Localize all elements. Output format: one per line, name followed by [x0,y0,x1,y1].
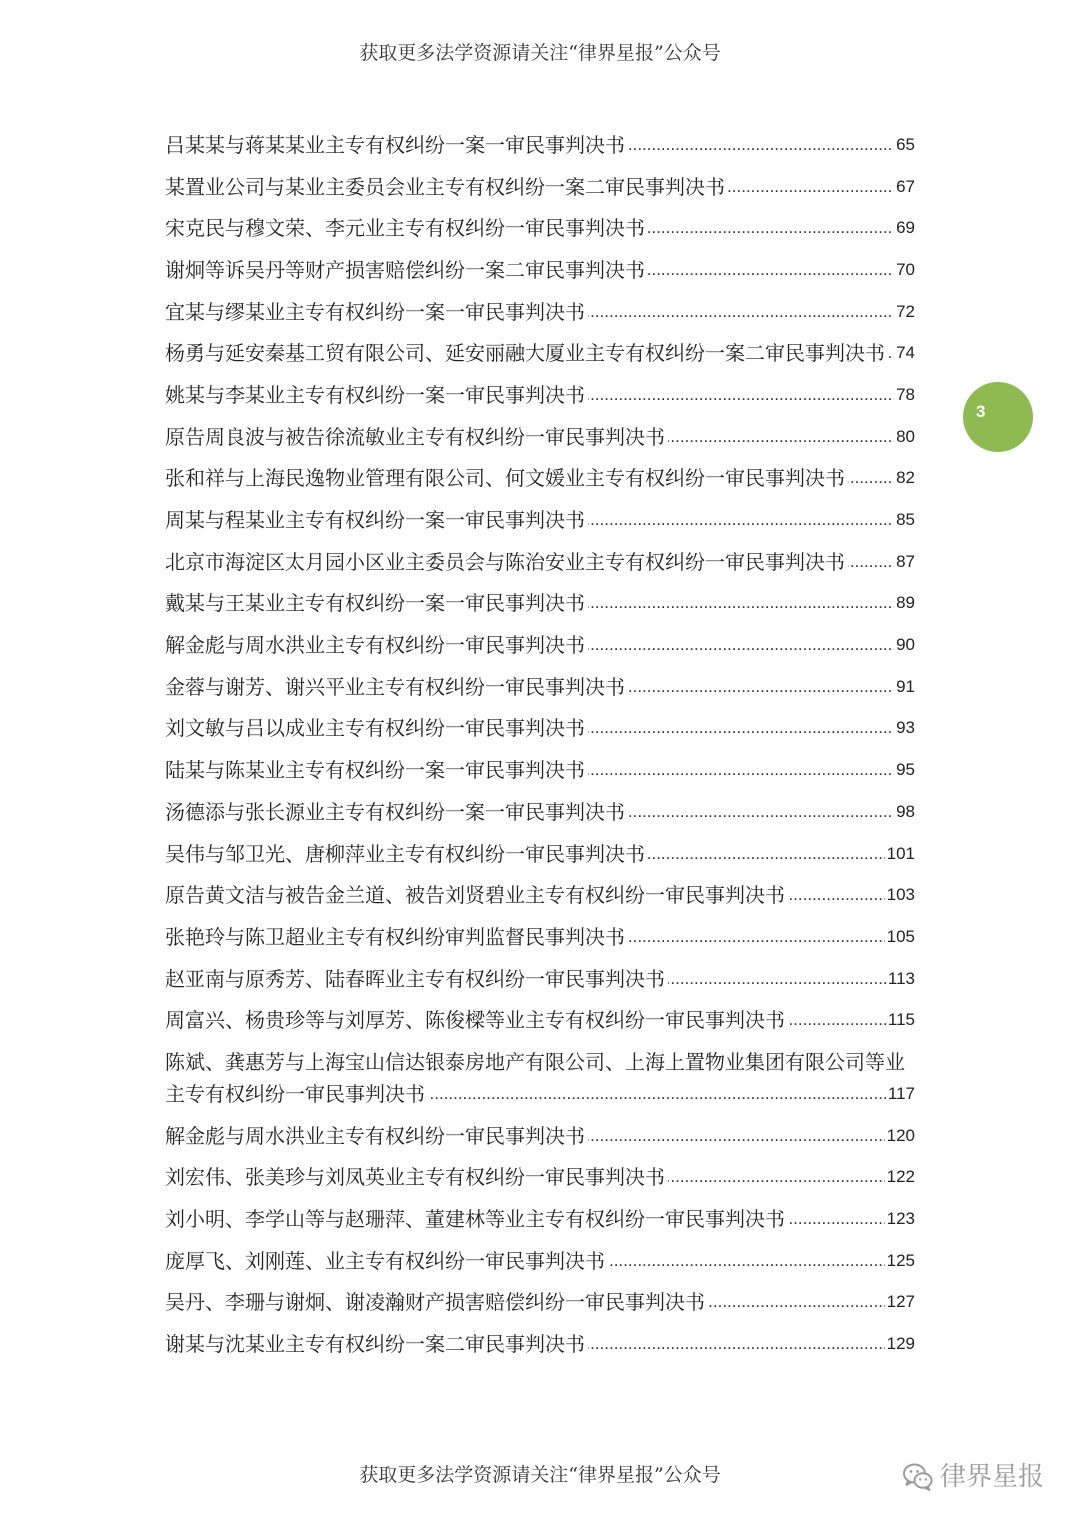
toc-entry-title: 金蓉与谢芳、谢兴平业主专有权纠纷一审民事判决书 [165,675,628,699]
toc-entry-title: 陈斌、龚惠芳与上海宝山信达银泰房地产有限公司、上海上置物业集团有限公司等业主专有权纠纷一审民事判决书 [165,1049,905,1106]
wechat-icon [902,1461,934,1493]
toc-entry-page-number: 93 [894,712,915,744]
toc-entry-page-number: 91 [894,671,915,703]
toc-entry-page-number: 129 [885,1328,915,1360]
toc-entry-page-number: 70 [894,254,915,286]
toc-entry-page-number: 123 [885,1203,915,1235]
toc-entry-title: 解金彪与周水洪业主专有权纠纷一审民事判决书 [165,1124,588,1148]
watermark [902,1459,1044,1495]
toc-entry[interactable] [165,1198,915,1240]
toc-entry-title: 张艳玲与陈卫超业主专有权纠纷审判监督民事判决书 [165,925,628,949]
toc-entry-page-number: 101 [885,838,915,870]
toc-entry-page-number: 82 [894,462,915,494]
toc-entry[interactable] [165,708,915,750]
toc-entry-title: 陆某与陈某业主专有权纠纷一案一审民事判决书 [165,758,588,782]
toc-entry-page-number: 85 [894,504,915,536]
toc-entry[interactable] [165,1323,915,1365]
toc-entry[interactable] [165,207,915,249]
toc-entry[interactable] [165,332,915,374]
toc-entry-page-number: 98 [894,796,915,828]
toc-entry[interactable] [165,833,915,875]
toc-entry[interactable] [165,874,915,916]
toc-entry-page-number: 69 [894,212,915,244]
toc-entry-title: 某置业公司与某业主委员会业主专有权纠纷一案二审民事判决书 [165,175,728,199]
toc-entry-page-number: 67 [894,171,915,203]
toc-entry-page-number: 78 [894,379,915,411]
toc-entry-title: 张和祥与上海民逸物业管理有限公司、何文媛业主专有权纠纷一审民事判决书 [165,466,848,490]
toc-entry-title: 宜某与缪某业主专有权纠纷一案一审民事判决书 [165,300,588,324]
toc-entry-title: 赵亚南与原秀芳、陆春晖业主专有权纠纷一审民事判决书 [165,967,668,991]
toc-entry[interactable] [165,666,915,708]
toc-entry-page-number: 113 [886,963,915,995]
toc-entry-page-number: 87 [894,546,915,578]
toc-entry[interactable] [165,541,915,583]
toc-entry-title: 杨勇与延安秦基工贸有限公司、延安丽融大厦业主专有权纠纷一案二审民事判决书 [165,341,888,365]
page-header: 获取更多法学资源请关注“律界星报”公众号 [359,42,721,64]
toc-entry[interactable] [165,999,915,1041]
toc-entry[interactable] [165,1240,915,1282]
toc-entry-title: 刘宏伟、张美珍与刘凤英业主专有权纠纷一审民事判决书 [165,1165,668,1189]
toc-entry[interactable] [165,374,915,416]
toc-entry[interactable] [165,249,915,291]
toc-entry-page-number: 72 [894,296,915,328]
toc-entry-title: 戴某与王某业主专有权纠纷一案一审民事判决书 [165,591,588,615]
toc-entry[interactable] [165,166,915,208]
watermark-text: 律界星报 [940,1462,1045,1492]
toc-entry[interactable] [165,749,915,791]
toc-entry[interactable] [165,1157,915,1199]
toc-entry-title: 谢某与沈某业主专有权纠纷一案二审民事判决书 [165,1332,588,1356]
toc-entry-page-number: 127 [885,1286,915,1318]
toc-entry-title: 北京市海淀区太月园小区业主委员会与陈治安业主专有权纠纷一审民事判决书 [165,550,848,574]
toc-entry-title: 庞厚飞、刘刚莲、业主专有权纠纷一审民事判决书 [165,1249,608,1273]
toc-entry-title: 周某与程某业主专有权纠纷一案一审民事判决书 [165,508,588,532]
toc-entry-page-number: 125 [885,1245,915,1277]
toc-entry[interactable] [165,124,915,166]
toc-entry-title: 吴丹、李珊与谢炯、谢凌瀚财产损害赔偿纠纷一审民事判决书 [165,1290,708,1314]
toc-entry-page-number: 74 [894,337,915,369]
toc-entry-title: 姚某与李某业主专有权纠纷一案一审民事判决书 [165,383,588,407]
toc-entry-title: 解金彪与周水洪业主专有权纠纷一审民事判决书 [165,633,588,657]
toc-entry-page-number: 103 [885,879,915,911]
toc-entry-page-number: 89 [894,587,915,619]
toc-entry[interactable] [165,791,915,833]
toc-entry[interactable] [165,1282,915,1324]
toc-entry[interactable] [165,1041,915,1115]
toc-entry-title: 刘文敏与吕以成业主专有权纠纷一审民事判决书 [165,716,588,740]
toc-entry-page-number: 115 [886,1004,915,1036]
toc-entry[interactable] [165,583,915,625]
toc-entry[interactable] [165,416,915,458]
toc-entry-page-number: 80 [894,421,915,453]
toc-entry-title: 原告黄文洁与被告金兰道、被告刘贤碧业主专有权纠纷一审民事判决书 [165,883,788,907]
toc-entry[interactable] [165,291,915,333]
page-number: 3 [976,402,986,421]
toc-entry[interactable] [165,499,915,541]
toc-entry-page-number: 122 [885,1161,915,1193]
toc-entry-title: 谢炯等诉吴丹等财产损害赔偿纠纷一案二审民事判决书 [165,258,648,282]
toc-entry-title: 宋克民与穆文荣、李元业主专有权纠纷一审民事判决书 [165,216,648,240]
toc-entry-title: 周富兴、杨贵珍等与刘厚芳、陈俊樑等业主专有权纠纷一审民事判决书 [165,1008,788,1032]
toc-entry-title: 吴伟与邹卫光、唐柳萍业主专有权纠纷一审民事判决书 [165,842,648,866]
toc-entry[interactable] [165,458,915,500]
toc-entry-page-number: 95 [894,754,915,786]
toc-entry[interactable] [165,1115,915,1157]
toc-entry-page-number: 117 [886,1078,915,1110]
page-number-badge [963,382,1033,452]
toc-entry-title: 吕某某与蒋某某业主专有权纠纷一案一审民事判决书 [165,133,628,157]
toc-entry-title: 刘小明、李学山等与赵珊萍、董建林等业主专有权纠纷一审民事判决书 [165,1207,788,1231]
page-footer: 获取更多法学资源请关注“律界星报”公众号 [359,1464,721,1486]
toc-entry-page-number: 105 [885,921,915,953]
toc-entry-page-number: 90 [894,629,915,661]
toc-entry-title: 汤德添与张长源业主专有权纠纷一案一审民事判决书 [165,800,628,824]
toc-entry-page-number: 65 [894,129,915,161]
toc-entry-title: 原告周良波与被告徐流敏业主专有权纠纷一审民事判决书 [165,425,668,449]
toc-entry-page-number: 120 [885,1120,915,1152]
toc-entry[interactable] [165,958,915,1000]
toc-entry[interactable] [165,916,915,958]
table-of-contents [165,124,915,1365]
toc-entry[interactable] [165,624,915,666]
